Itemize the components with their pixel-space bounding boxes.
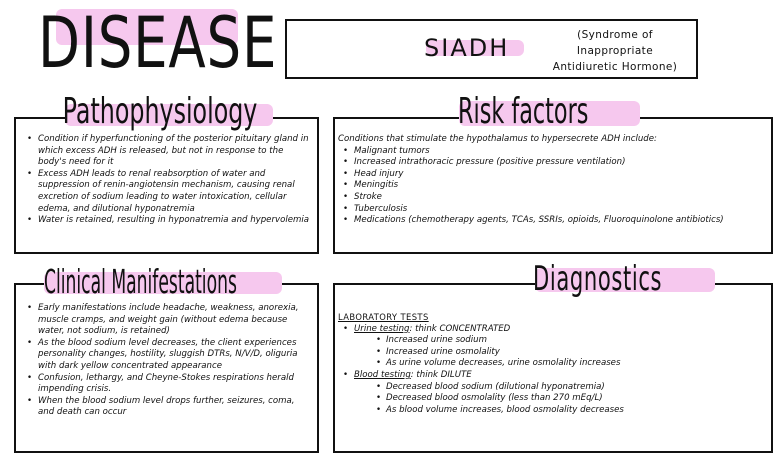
disease-full-name	[540, 27, 690, 75]
pathophysiology-list	[16, 134, 310, 227]
blood-testing-think: : think DILUTE	[410, 369, 472, 380]
risk-factor-item: • Tuberculosis	[354, 204, 768, 216]
urine-test-item: • As urine volume decreases, urine osmolality increases	[386, 358, 768, 370]
urine-test-item: • Increased urine osmolality	[386, 347, 768, 359]
pathophysiology-heading: Pathophysiology	[62, 91, 258, 132]
clinical-manifestation-item: • As the blood sodium level decreases, the client experiences personality changes, hostility, sluggish DTRs, N/V/D, oliguria with dark yellow concentrated appearance	[38, 338, 310, 373]
clinical-manifestation-item: • Confusion, lethargy, and Cheyne-Stokes respirations herald impending crisis.	[38, 373, 310, 396]
risk-factors-intro: Conditions that stimulate the hypothalamus to hypersecrete ADH include:	[338, 134, 657, 144]
clinical-manifestations-list	[16, 303, 310, 419]
risk-factor-item: • Medications (chemotherapy agents, TCAs, SSRIs, opioids, Fluoroquinolone antibiotics)	[354, 215, 768, 227]
blood-testing-item	[354, 370, 768, 382]
urine-testing-think: : think CONCENTRATED	[409, 323, 511, 334]
clinical-manifestation-item: • When the blood sodium level drops further, seizures, coma, and death can occur	[38, 396, 310, 419]
disease-full-name-line-2: Inappropriate	[576, 45, 654, 57]
lab-tests-heading: LABORATORY TESTS	[338, 312, 429, 322]
blood-testing-label: Blood testing	[354, 369, 411, 380]
risk-factors-content	[338, 134, 768, 227]
blood-test-item: • Decreased blood sodium (dilutional hyponatremia)	[386, 382, 768, 394]
urine-testing-item	[354, 324, 768, 336]
disease-full-name-line-3: Antidiuretic Hormone)	[552, 61, 678, 73]
risk-factor-item: • Meningitis	[354, 180, 768, 192]
risk-factor-item: • Increased intrathoracic pressure (positive pressure ventilation)	[354, 157, 768, 169]
pathophysiology-item: • Condition if hyperfunctioning of the posterior pituitary gland in which excess ADH is released, but not in response to the body's need for it	[38, 134, 310, 169]
risk-factors-heading: Risk factors	[458, 91, 589, 132]
disease-full-name-line-1: (Syndrome of	[577, 29, 653, 41]
urine-testing-label: Urine testing	[354, 323, 410, 334]
risk-factor-item: • Head injury	[354, 169, 768, 181]
blood-test-item: • Decreased blood osmolality (less than 270 mEq/L)	[386, 393, 768, 405]
clinical-manifestations-heading: Clinical Manifestations	[44, 262, 237, 301]
pathophysiology-item: • Excess ADH leads to renal reabsorption of water and suppression of renin-angiotensin mechanism, causing renal excretion of sodium leading to water intoxication, cellular edema, and dilutional hyponatremia	[38, 169, 310, 215]
risk-factor-item: • Stroke	[354, 192, 768, 204]
pathophysiology-item: • Water is retained, resulting in hyponatremia and hypervolemia	[38, 215, 310, 227]
clinical-manifestation-item: • Early manifestations include headache, weakness, anorexia, muscle cramps, and weight gain (without edema because water, not sodium, is retained)	[38, 303, 310, 338]
risk-factor-item: • Malignant tumors	[354, 146, 768, 158]
diagnostics-heading: Diagnostics	[533, 259, 663, 299]
disease-name: SIADH	[424, 34, 510, 62]
urine-test-item: • Increased urine sodium	[386, 335, 768, 347]
blood-test-item: • As blood volume increases, blood osmolality decreases	[386, 405, 768, 417]
page-title: DISEASE	[38, 2, 278, 84]
diagnostics-content	[338, 312, 768, 416]
